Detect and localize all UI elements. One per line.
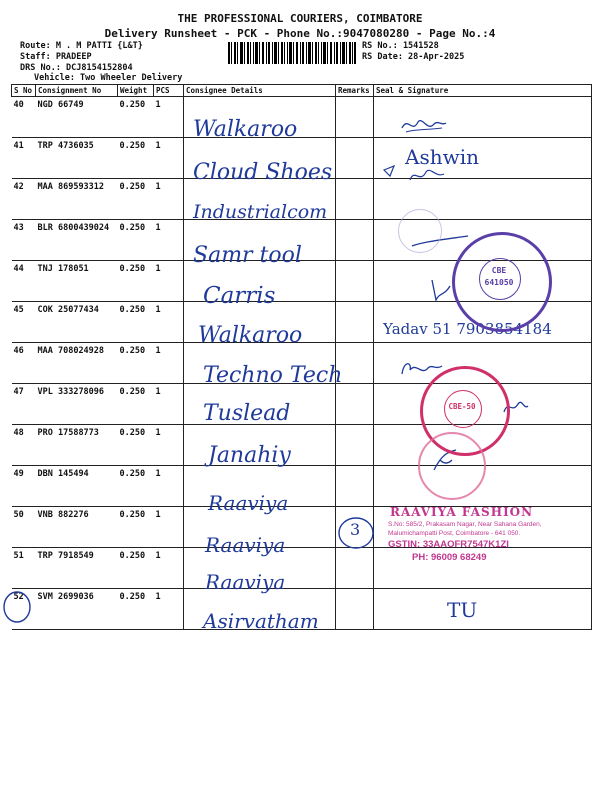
runsheet-subtitle: Delivery Runsheet - PCK - Phone No.:9047080280 - Page No.:4 [104, 27, 496, 40]
cell-weight: 0.250 [118, 97, 154, 138]
signature-tu: TU [447, 598, 478, 622]
cell-sno: 45 [12, 302, 36, 343]
signature-ashwin: Ashwin [405, 145, 479, 169]
company-title: THE PROFESSIONAL COURIERS, COIMBATORE [177, 12, 423, 25]
cell-consignment: MAA 869593312 [36, 179, 118, 220]
raaviya-stamp-address: S.No: 585/2, Prakasam Nagar, Near Sahana Garden, [388, 521, 542, 528]
cell-pcs: 1 [154, 507, 184, 548]
cell-sno: 43 [12, 220, 36, 261]
col-pcs: PCS [154, 85, 184, 97]
cell-weight: 0.250 [118, 179, 154, 220]
handwritten-consignee: Techno Tech [203, 363, 343, 388]
cell-consignment: VNB 882276 [36, 507, 118, 548]
cell-consignment: DBN 145494 [36, 466, 118, 507]
handwritten-consignee: Samr tool [193, 243, 302, 268]
table-header-row [12, 85, 592, 97]
cell-consignment: TRP 4736035 [36, 138, 118, 179]
faded-stamp [398, 209, 442, 253]
rs-number: RS No.: 1541528 [362, 41, 439, 51]
handwritten-consignee: Janahiy [208, 443, 291, 468]
cell-pcs: 1 [154, 302, 184, 343]
cell-pcs: 1 [154, 343, 184, 384]
rs-date: RS Date: 28-Apr-2025 [362, 52, 465, 62]
cell-sno: 48 [12, 425, 36, 466]
cell-remarks [336, 302, 374, 343]
raaviya-stamp-name: RAAVIYA FASHION [390, 505, 534, 519]
cell-sno: 49 [12, 466, 36, 507]
staff-label: Staff: PRADEEP [20, 52, 92, 62]
col-consignment: Consignment No [36, 85, 118, 97]
handwritten-consignee: Raaviya [205, 533, 286, 557]
cell-weight: 0.250 [118, 343, 154, 384]
cell-pcs: 1 [154, 384, 184, 425]
handwritten-consignee: Raaviya [205, 570, 286, 594]
cell-remarks [336, 466, 374, 507]
handwritten-consignee: Raaviya [208, 491, 289, 515]
seal-text-bottom: 641050 [484, 278, 514, 287]
cell-consignment: BLR 6800439024 [36, 220, 118, 261]
cell-pcs: 1 [154, 589, 184, 630]
cell-pcs: 1 [154, 548, 184, 589]
cell-consignment: TRP 7918549 [36, 548, 118, 589]
cell-weight: 0.250 [118, 548, 154, 589]
cell-remarks [336, 548, 374, 589]
signature-scribble [398, 114, 448, 136]
cell-pcs: 1 [154, 425, 184, 466]
cell-weight: 0.250 [118, 302, 154, 343]
barcode [228, 42, 356, 64]
raaviya-stamp-phone: PH: 96009 68249 [412, 552, 487, 563]
col-remarks: Remarks [336, 85, 374, 97]
cell-pcs: 1 [154, 97, 184, 138]
cell-weight: 0.250 [118, 589, 154, 630]
cell-sno: 47 [12, 384, 36, 425]
cell-pcs: 1 [154, 220, 184, 261]
cell-sno: 44 [12, 261, 36, 302]
cell-remarks [336, 220, 374, 261]
cell-weight: 0.250 [118, 507, 154, 548]
circled-row-mark [2, 590, 32, 624]
cell-pcs: 1 [154, 138, 184, 179]
handwritten-consignee: Carris [203, 283, 276, 309]
cell-sno: 52 [12, 589, 36, 630]
cell-consignment: VPL 333278096 [36, 384, 118, 425]
cell-remarks [336, 97, 374, 138]
raaviya-stamp-gstin: GSTIN: 33AAOFR7547K1ZI [388, 539, 509, 550]
cell-remarks [336, 384, 374, 425]
cell-weight: 0.250 [118, 384, 154, 425]
cell-consignment: TNJ 178051 [36, 261, 118, 302]
cell-consignment: PRO 17588773 [36, 425, 118, 466]
col-weight: Weight [118, 85, 154, 97]
cell-sno: 41 [12, 138, 36, 179]
handwritten-consignee: Industrialcom [193, 201, 328, 223]
cell-weight: 0.250 [118, 138, 154, 179]
col-signature: Seal & Signature [374, 85, 592, 97]
cell-sno: 40 [12, 97, 36, 138]
cell-remarks [336, 261, 374, 302]
handwritten-consignee: Walkaroo [198, 323, 303, 348]
handwritten-consignee: Tuslead [203, 401, 291, 426]
cell-sno: 50 [12, 507, 36, 548]
cell-weight: 0.250 [118, 425, 154, 466]
route-label: Route: M . M PATTI {L&T} [20, 41, 143, 51]
cell-consignment: SVM 2699036 [36, 589, 118, 630]
cell-remarks [336, 138, 374, 179]
cell-weight: 0.250 [118, 466, 154, 507]
cell-remarks [336, 425, 374, 466]
seal-text-top: CBE [491, 266, 507, 275]
handwritten-consignee: Walkaroo [193, 117, 298, 142]
cell-consignment: MAA 708024928 [36, 343, 118, 384]
table-row [12, 466, 592, 507]
raaviya-stamp-address: Malumichampatti Post, Coimbatore - 641 050. [388, 530, 521, 537]
handwritten-consignee: Asirvatham [203, 609, 319, 633]
cell-pcs: 1 [154, 179, 184, 220]
cell-sno: 51 [12, 548, 36, 589]
cell-remarks [336, 589, 374, 630]
signature-scribble [428, 276, 454, 304]
cell-sno: 42 [12, 179, 36, 220]
col-details: Consignee Details [184, 85, 336, 97]
cell-pcs: 1 [154, 466, 184, 507]
seal-text: CBE-50 [448, 402, 476, 411]
cell-consignment: COK 25077434 [36, 302, 118, 343]
signature-scribble [380, 150, 450, 186]
table-row [12, 97, 592, 138]
table-row [12, 548, 592, 589]
cell-sno: 46 [12, 343, 36, 384]
circled-count: 3 [350, 520, 361, 539]
cell-signature [374, 589, 592, 630]
cell-remarks [336, 179, 374, 220]
drs-label: DRS No.: DCJ8154152804 [20, 63, 133, 73]
signature-phone-note: Yadav 51 7903854184 [383, 320, 552, 338]
cell-pcs: 1 [154, 261, 184, 302]
cell-weight: 0.250 [118, 261, 154, 302]
col-sno: S No [12, 85, 36, 97]
cell-weight: 0.250 [118, 220, 154, 261]
faded-stamp [418, 432, 486, 500]
cell-consignment: NGD 66749 [36, 97, 118, 138]
vehicle-label: Vehicle: Two Wheeler Delivery [34, 73, 183, 83]
handwritten-consignee: Cloud Shoes [193, 160, 333, 185]
